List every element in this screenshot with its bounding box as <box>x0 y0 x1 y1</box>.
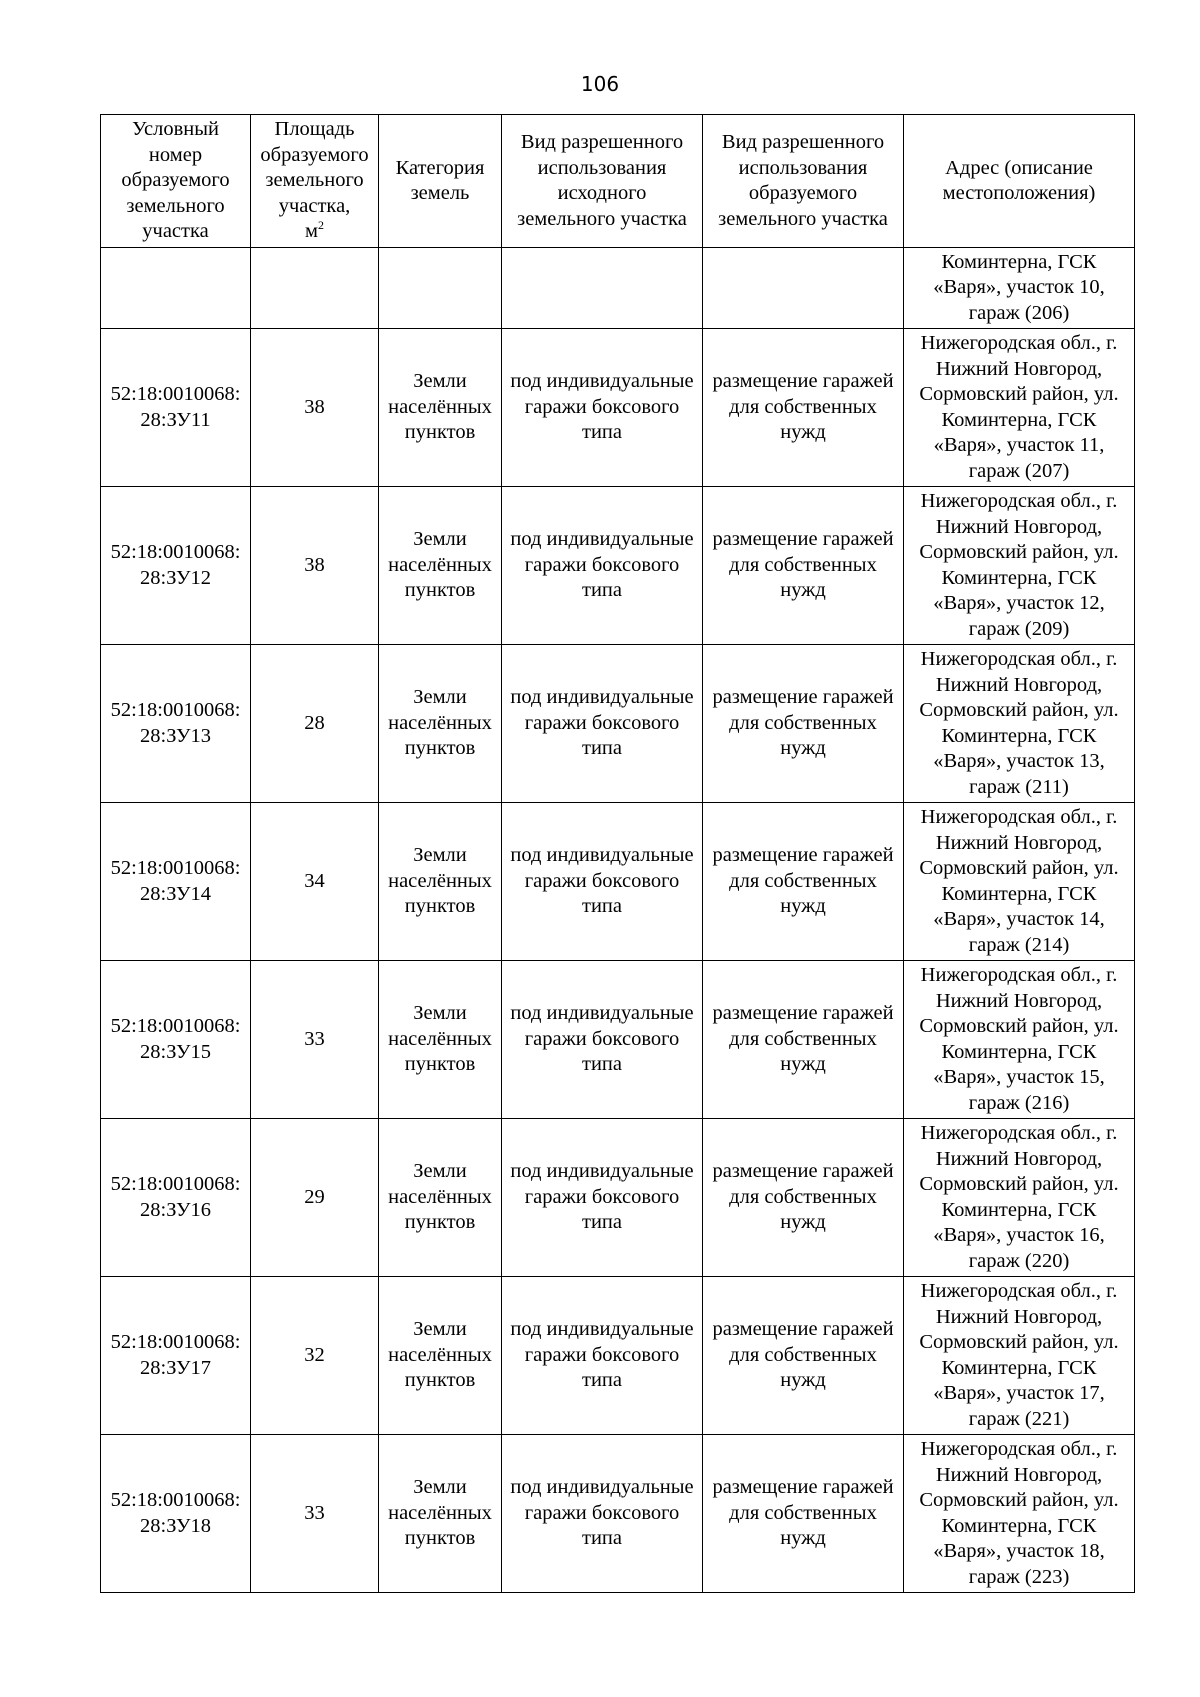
cell-text-line: типа <box>582 737 622 760</box>
cell-text-line: населённых <box>388 869 492 892</box>
cell-land-category <box>379 1119 502 1277</box>
cell-text-line: типа <box>582 579 622 602</box>
cell-address <box>904 803 1135 961</box>
cell-text-line: «Варя», участок 16, <box>933 1224 1105 1246</box>
cell-text-line: «Варя», участок 11, <box>933 434 1105 456</box>
cell-text-line: «Варя», участок 12, <box>933 592 1105 614</box>
cell-text-line: земельного участка <box>517 207 687 230</box>
cell-text-line: пунктов <box>404 895 476 918</box>
cell-text-line: 52:18:0010068: <box>110 857 241 879</box>
cell-land-category <box>379 487 502 645</box>
cell-text-line: Нижегородская обл., г. <box>920 332 1118 354</box>
cell-area: 28 <box>251 645 379 803</box>
header-area <box>251 115 379 248</box>
cell-source-permitted-use <box>502 329 703 487</box>
cell-text-line: «Варя», участок 10, <box>933 276 1105 299</box>
cell-text-line: гаражи боксового <box>524 1185 680 1208</box>
cell-target-permitted-use <box>703 248 904 329</box>
cell-text-line: Нижний Новгород, <box>935 515 1103 538</box>
header-area-unit: $м^2$ <box>305 218 324 243</box>
cell-text-line: «Варя», участок 17, <box>933 1382 1105 1404</box>
table-row-continuation <box>101 248 1135 329</box>
cell-text-line: Нижегородская обл., г. <box>920 490 1118 512</box>
cell-text-line: Вид разрешенного <box>721 131 885 153</box>
cell-text-line: нужд <box>780 1211 826 1234</box>
cell-text-line: 28:ЗУ17 <box>140 1356 211 1379</box>
cell-text-line: нужд <box>780 895 826 918</box>
cell-address <box>904 1277 1135 1435</box>
cell-text-line: Нижний Новгород, <box>935 1305 1103 1328</box>
cell-text-line: гаражи боксового <box>524 553 680 576</box>
cell-text-line: населённых <box>388 1501 492 1524</box>
cell-text-line: гараж (216) <box>968 1091 1070 1114</box>
cell-land-category <box>379 961 502 1119</box>
cell-text-line: нужд <box>780 421 826 444</box>
cell-text-line: Площадь <box>274 118 355 141</box>
cell-text-line: пунктов <box>404 421 476 444</box>
cell-target-permitted-use <box>703 1277 904 1435</box>
cell-text-line: Коминтерна, ГСК <box>941 724 1097 747</box>
cell-text-line: Адрес (описание <box>945 156 1093 179</box>
cell-land-category <box>379 248 502 329</box>
cell-text-line: 28:ЗУ12 <box>140 566 211 589</box>
cell-land-category <box>379 1277 502 1435</box>
cell-text-line: Коминтерна, ГСК <box>941 882 1097 905</box>
cell-text-line: Коминтерна, ГСК <box>941 250 1097 273</box>
cell-text-line: гараж (223) <box>968 1565 1070 1588</box>
cell-text-line: под индивидуальные <box>510 1160 694 1183</box>
cell-text-line: Условный <box>131 118 220 141</box>
cell-text-line: размещение гаражей <box>712 1318 894 1341</box>
cell-plot-number <box>101 487 251 645</box>
cell-target-permitted-use <box>703 1435 904 1593</box>
cell-plot-number <box>101 248 251 329</box>
cell-address <box>904 1435 1135 1593</box>
cell-text-line: населённых <box>388 1027 492 1050</box>
cell-target-permitted-use <box>703 329 904 487</box>
cell-plot-number <box>101 1277 251 1435</box>
cell-target-permitted-use <box>703 487 904 645</box>
header-address <box>904 115 1135 248</box>
cell-land-category <box>379 803 502 961</box>
cell-text-line: Сормовский район, ул. <box>919 541 1119 563</box>
cell-text-line: 28:ЗУ13 <box>140 724 211 747</box>
cell-address <box>904 248 1135 329</box>
cell-land-category <box>379 1435 502 1593</box>
cell-text-line: земельного <box>126 194 225 217</box>
cell-text-line: 28:ЗУ14 <box>140 882 211 905</box>
cell-text-line: Нижегородская обл., г. <box>920 964 1118 986</box>
table-row <box>101 961 1135 1119</box>
cell-text-line: нужд <box>780 579 826 602</box>
cell-source-permitted-use <box>502 248 703 329</box>
cell-text-line: типа <box>582 421 622 444</box>
cell-text-line: пунктов <box>404 1211 476 1234</box>
cell-text-line: типа <box>582 1527 622 1550</box>
cell-text-line: использования <box>738 156 868 179</box>
cell-plot-number <box>101 961 251 1119</box>
cell-text-line: 28:ЗУ15 <box>140 1040 211 1063</box>
cell-text-line: населённых <box>388 1185 492 1208</box>
cell-plot-number <box>101 329 251 487</box>
table-row <box>101 803 1135 961</box>
cell-text-line: для собственных <box>729 553 877 576</box>
cell-text-line: нужд <box>780 1527 826 1550</box>
cell-text-line: земельного участка <box>718 207 888 230</box>
cell-text-line: 52:18:0010068: <box>110 541 241 563</box>
cell-text-line: 52:18:0010068: <box>110 1015 241 1037</box>
cell-text-line: нужд <box>780 737 826 760</box>
cell-target-permitted-use <box>703 1119 904 1277</box>
cell-text-line: Земли <box>413 1318 467 1341</box>
cell-text-line: Нижний Новгород, <box>935 357 1103 380</box>
cell-source-permitted-use <box>502 1119 703 1277</box>
cell-text-line: участка <box>142 220 209 243</box>
cell-text-line: для собственных <box>729 1343 877 1366</box>
cell-source-permitted-use <box>502 803 703 961</box>
cell-text-line: пунктов <box>404 1369 476 1392</box>
table-row <box>101 487 1135 645</box>
header-source-permitted-use <box>502 115 703 248</box>
cell-text-line: Нижегородская обл., г. <box>920 1122 1118 1144</box>
cell-text-line: для собственных <box>729 395 877 418</box>
cell-text-line: Сормовский район, ул. <box>919 1173 1119 1195</box>
cell-text-line: участка, <box>278 194 351 217</box>
cell-text-line: земель <box>410 182 470 204</box>
cell-text-line: образуемого <box>121 169 230 192</box>
cell-text-line: гараж (207) <box>968 459 1070 482</box>
table-row <box>101 1277 1135 1435</box>
cell-text-line: гаражи боксового <box>524 1027 680 1050</box>
cell-text-line: гараж (214) <box>968 933 1070 956</box>
cell-text-line: использования <box>537 156 667 179</box>
cell-text-line: 52:18:0010068: <box>110 1331 241 1353</box>
cell-text-line: 52:18:0010068: <box>110 383 241 405</box>
cell-area: 33 <box>251 1435 379 1593</box>
cell-text-line: размещение гаражей <box>712 528 894 551</box>
cell-text-line: нужд <box>780 1053 826 1076</box>
cell-text-line: 52:18:0010068: <box>110 699 241 721</box>
cell-text-line: населённых <box>388 395 492 418</box>
cell-target-permitted-use <box>703 961 904 1119</box>
cell-text-line: размещение гаражей <box>712 1160 894 1183</box>
cell-text-line: для собственных <box>729 869 877 892</box>
cell-text-line: типа <box>582 1369 622 1392</box>
cell-text-line: под индивидуальные <box>510 686 694 709</box>
cell-plot-number <box>101 1435 251 1593</box>
cell-text-line: Коминтерна, ГСК <box>941 566 1097 589</box>
cell-text-line: Коминтерна, ГСК <box>941 1198 1097 1221</box>
cell-address <box>904 329 1135 487</box>
cell-text-line: для собственных <box>729 1185 877 1208</box>
cell-text-line: Нижний Новгород, <box>935 989 1103 1012</box>
header-land-category <box>379 115 502 248</box>
cell-text-line: 52:18:0010068: <box>110 1489 241 1511</box>
cell-target-permitted-use <box>703 645 904 803</box>
cell-text-line: Нижний Новгород, <box>935 1147 1103 1170</box>
cell-text-line: пунктов <box>404 1527 476 1550</box>
cell-text-line: образуемого <box>260 143 369 166</box>
cell-text-line: размещение гаражей <box>712 686 894 709</box>
cell-plot-number <box>101 1119 251 1277</box>
cell-text-line: Земли <box>413 844 467 867</box>
cell-area <box>251 248 379 329</box>
cell-text-line: Нижегородская обл., г. <box>920 648 1118 670</box>
cell-area: 33 <box>251 961 379 1119</box>
cell-text-line: «Варя», участок 15, <box>933 1066 1105 1088</box>
cell-text-line: Земли <box>413 370 467 393</box>
cell-text-line: размещение гаражей <box>712 1476 894 1499</box>
cell-text-line: под индивидуальные <box>510 370 694 393</box>
cell-text-line: гаражи боксового <box>524 395 680 418</box>
cell-text-line: гараж (209) <box>968 617 1070 640</box>
cell-text-line: размещение гаражей <box>712 1002 894 1025</box>
cell-text-line: под индивидуальные <box>510 844 694 867</box>
cell-text-line: гараж (221) <box>968 1407 1070 1430</box>
cell-text-line: гараж (220) <box>968 1249 1070 1272</box>
cell-area: 38 <box>251 487 379 645</box>
cell-address <box>904 487 1135 645</box>
table-row <box>101 329 1135 487</box>
table-header-row <box>101 115 1135 248</box>
cell-text-line: населённых <box>388 1343 492 1366</box>
cell-text-line: гаражи боксового <box>524 711 680 734</box>
land-plots-table <box>100 114 1135 1593</box>
cell-text-line: Коминтерна, ГСК <box>941 408 1097 431</box>
cell-text-line: местоположения) <box>942 182 1096 204</box>
cell-text-line: размещение гаражей <box>712 844 894 867</box>
cell-text-line: для собственных <box>729 711 877 734</box>
cell-text-line: Вид разрешенного <box>520 131 684 153</box>
cell-text-line: Земли <box>413 528 467 551</box>
cell-land-category <box>379 329 502 487</box>
cell-text-line: земельного <box>265 169 364 192</box>
cell-land-category <box>379 645 502 803</box>
cell-text-line: 52:18:0010068: <box>110 1173 241 1195</box>
cell-source-permitted-use <box>502 961 703 1119</box>
cell-text-line: образуемого <box>748 182 858 204</box>
cell-text-line: гаражи боксового <box>524 1343 680 1366</box>
cell-text-line: пунктов <box>404 579 476 602</box>
cell-text-line: Нижегородская обл., г. <box>920 1280 1118 1302</box>
cell-text-line: Сормовский район, ул. <box>919 699 1119 721</box>
cell-text-line: Коминтерна, ГСК <box>941 1514 1097 1537</box>
cell-text-line: «Варя», участок 13, <box>933 750 1105 772</box>
cell-text-line: гаражи боксового <box>524 1501 680 1524</box>
cell-text-line: Нижний Новгород, <box>935 673 1103 696</box>
cell-text-line: Нижний Новгород, <box>935 1463 1103 1486</box>
cell-text-line: типа <box>582 1211 622 1234</box>
cell-source-permitted-use <box>502 487 703 645</box>
cell-area: 32 <box>251 1277 379 1435</box>
cell-text-line: пунктов <box>404 737 476 760</box>
cell-text-line: населённых <box>388 711 492 734</box>
cell-text-line: под индивидуальные <box>510 1002 694 1025</box>
cell-text-line: Сормовский район, ул. <box>919 1331 1119 1353</box>
cell-text-line: под индивидуальные <box>510 1476 694 1499</box>
cell-text-line: 28:ЗУ18 <box>140 1514 211 1537</box>
cell-text-line: Коминтерна, ГСК <box>941 1356 1097 1379</box>
cell-text-line: пунктов <box>404 1053 476 1076</box>
cell-text-line: Категория <box>395 156 485 179</box>
header-plot-number <box>101 115 251 248</box>
header-area-text <box>251 117 378 219</box>
cell-area: 29 <box>251 1119 379 1277</box>
cell-address <box>904 1119 1135 1277</box>
header-target-permitted-use <box>703 115 904 248</box>
cell-text-line: «Варя», участок 18, <box>933 1540 1105 1562</box>
cell-address <box>904 961 1135 1119</box>
cell-text-line: Сормовский район, ул. <box>919 1489 1119 1511</box>
cell-text-line: Земли <box>413 686 467 709</box>
cell-text-line: 28:ЗУ11 <box>140 408 211 431</box>
cell-text-line: гараж (206) <box>968 301 1070 324</box>
cell-source-permitted-use <box>502 1277 703 1435</box>
table-row <box>101 645 1135 803</box>
table-row <box>101 1435 1135 1593</box>
cell-area: 38 <box>251 329 379 487</box>
cell-text-line: исходного <box>557 182 647 204</box>
cell-text-line: типа <box>582 895 622 918</box>
cell-source-permitted-use <box>502 1435 703 1593</box>
cell-text-line: под индивидуальные <box>510 1318 694 1341</box>
cell-text-line: под индивидуальные <box>510 528 694 551</box>
cell-text-line: Земли <box>413 1160 467 1183</box>
cell-text-line: Земли <box>413 1476 467 1499</box>
cell-area: 34 <box>251 803 379 961</box>
cell-text-line: Земли <box>413 1002 467 1025</box>
cell-text-line: размещение гаражей <box>712 370 894 393</box>
table-row <box>101 1119 1135 1277</box>
cell-plot-number <box>101 803 251 961</box>
cell-text-line: Сормовский район, ул. <box>919 857 1119 879</box>
cell-plot-number <box>101 645 251 803</box>
page-number: 106 <box>580 72 620 96</box>
cell-text-line: для собственных <box>729 1027 877 1050</box>
cell-text-line: для собственных <box>729 1501 877 1524</box>
cell-text-line: Сормовский район, ул. <box>919 383 1119 405</box>
cell-text-line: 28:ЗУ16 <box>140 1198 211 1221</box>
cell-target-permitted-use <box>703 803 904 961</box>
cell-source-permitted-use <box>502 645 703 803</box>
cell-address <box>904 645 1135 803</box>
cell-text-line: Сормовский район, ул. <box>919 1015 1119 1037</box>
cell-text-line: гараж (211) <box>969 775 1069 798</box>
cell-text-line: «Варя», участок 14, <box>933 908 1105 930</box>
cell-text-line: гаражи боксового <box>524 869 680 892</box>
cell-text-line: Нижегородская обл., г. <box>920 1438 1118 1460</box>
cell-text-line: Нижний Новгород, <box>935 831 1103 854</box>
cell-text-line: нужд <box>780 1369 826 1392</box>
cell-text-line: типа <box>582 1053 622 1076</box>
cell-text-line: Нижегородская обл., г. <box>920 806 1118 828</box>
cell-text-line: номер <box>148 143 203 166</box>
cell-text-line: Коминтерна, ГСК <box>941 1040 1097 1063</box>
cell-text-line: населённых <box>388 553 492 576</box>
